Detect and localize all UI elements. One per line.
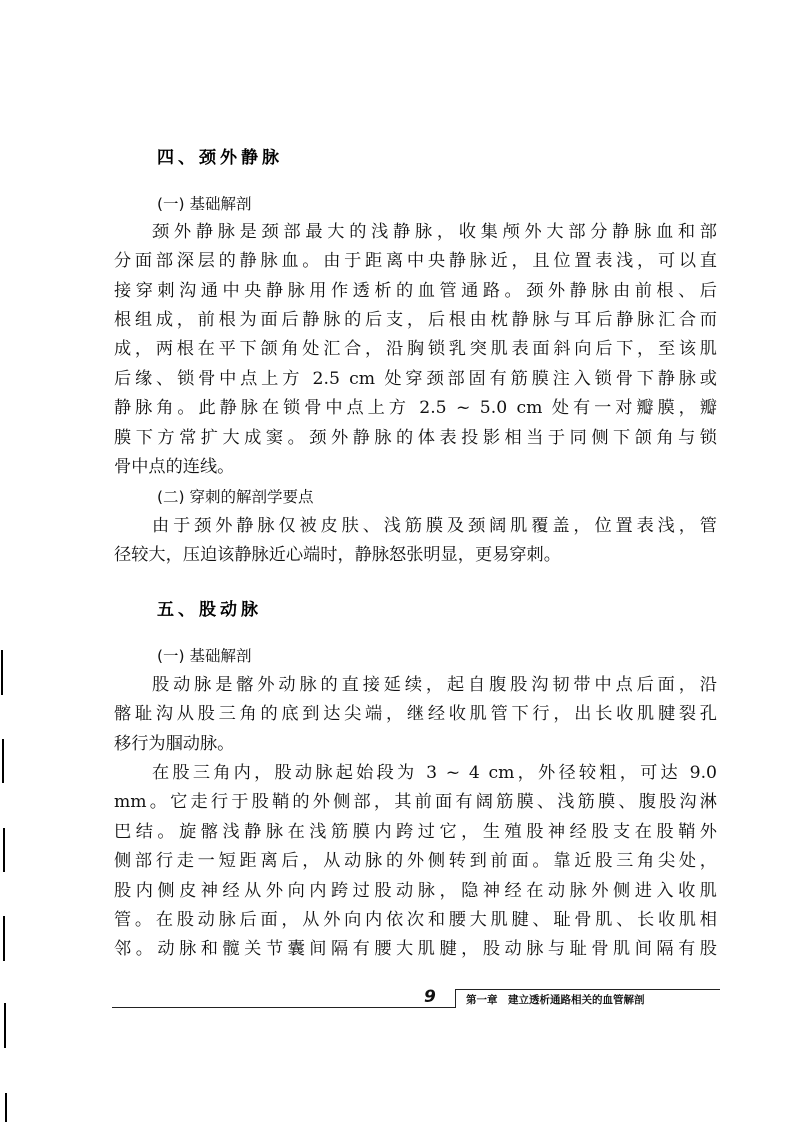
paragraph-line: 分面部深层的静脉血。由于距离中央静脉近，且位置表浅，可以直	[114, 251, 717, 271]
paragraph-line: 成，两根在平下颌角处汇合，沿胸锁乳突肌表面斜向后下，至该肌	[114, 339, 717, 359]
paragraph-line: 根组成，前根为面后静脉的后支，后根由枕静脉与耳后静脉汇合而	[114, 310, 717, 330]
paragraph-line: 静脉角。此静脉在锁骨中点上方 2.5 ~ 5.0 cm 处有一对瓣膜，瓣	[114, 398, 717, 418]
binding-mark	[3, 828, 5, 872]
paragraph-line: 邻。动脉和髋关节囊间隔有腰大肌腱，股动脉与耻骨肌间隔有股	[114, 939, 717, 959]
binding-mark	[5, 1093, 7, 1122]
paragraph-line: 巴结。旋髂浅静脉在浅筋膜内跨过它，生殖股神经股支在股鞘外	[114, 822, 717, 842]
paragraph-line: mm。它走行于股鞘的外侧部，其前面有阔筋膜、浅筋膜、腹股沟淋	[114, 792, 717, 812]
paragraph-line: 髂耻沟从股三角的底到达尖端，继经收肌管下行，出长收肌腱裂孔	[114, 704, 717, 724]
paragraph-line: 接穿刺沟通中央静脉用作透析的血管通路。颈外静脉由前根、后	[114, 281, 717, 301]
subheading-basic-anatomy: (一) 基础解剖	[157, 195, 252, 213]
footer-rule	[455, 989, 720, 990]
paragraph-line: 侧部行走一短距离后，从动脉的外侧转到前面。靠近股三角尖处，	[114, 851, 717, 871]
paragraph-line: 由于颈外静脉仅被皮肤、浅筋膜及颈阔肌覆盖，位置表浅，管	[152, 516, 717, 536]
paragraph-line: 在股三角内，股动脉起始段为 3 ~ 4 cm，外径较粗，可达 9.0	[152, 763, 717, 783]
paragraph-line: 颈外静脉是颈部最大的浅静脉，收集颅外大部分静脉血和部	[152, 222, 717, 242]
footer-rule	[112, 1007, 455, 1008]
subheading-puncture-anatomy: (二) 穿刺的解剖学要点	[157, 488, 314, 506]
paragraph-line: 骨中点的连线。	[114, 457, 235, 477]
paragraph-line: 移行为腘动脉。	[114, 734, 235, 754]
paragraph-line: 膜下方常扩大成窦。颈外静脉的体表投影相当于同侧下颌角与锁	[114, 428, 717, 448]
paragraph-line: 管。在股动脉后面，从外向内依次和腰大肌腱、耻骨肌、长收肌相	[114, 910, 717, 930]
binding-mark	[2, 739, 4, 783]
paragraph-line: 股动脉是髂外动脉的直接延续，起自腹股沟韧带中点后面，沿	[152, 675, 717, 695]
binding-mark	[1, 650, 3, 695]
paragraph-line: 径较大，压迫该静脉近心端时，静脉怒张明显，更易穿刺。	[114, 545, 561, 565]
footer-divider	[455, 989, 456, 1008]
running-footer-chapter: 第一章 建立透析通路相关的血管解剖	[466, 994, 645, 1006]
page-number: 9	[424, 987, 436, 1007]
binding-mark	[4, 1003, 6, 1048]
paragraph-line: 股内侧皮神经从外向内跨过股动脉，隐神经在动脉外侧进入收肌	[114, 881, 717, 901]
subheading-basic-anatomy: (一) 基础解剖	[157, 647, 252, 665]
paragraph-line: 后缘、锁骨中点上方 2.5 cm 处穿颈部固有筋膜注入锁骨下静脉或	[114, 369, 717, 389]
binding-mark	[3, 916, 5, 961]
section-heading-femoral-artery: 五、股动脉	[157, 600, 262, 620]
section-heading-external-jugular-vein: 四、颈外静脉	[157, 148, 283, 168]
